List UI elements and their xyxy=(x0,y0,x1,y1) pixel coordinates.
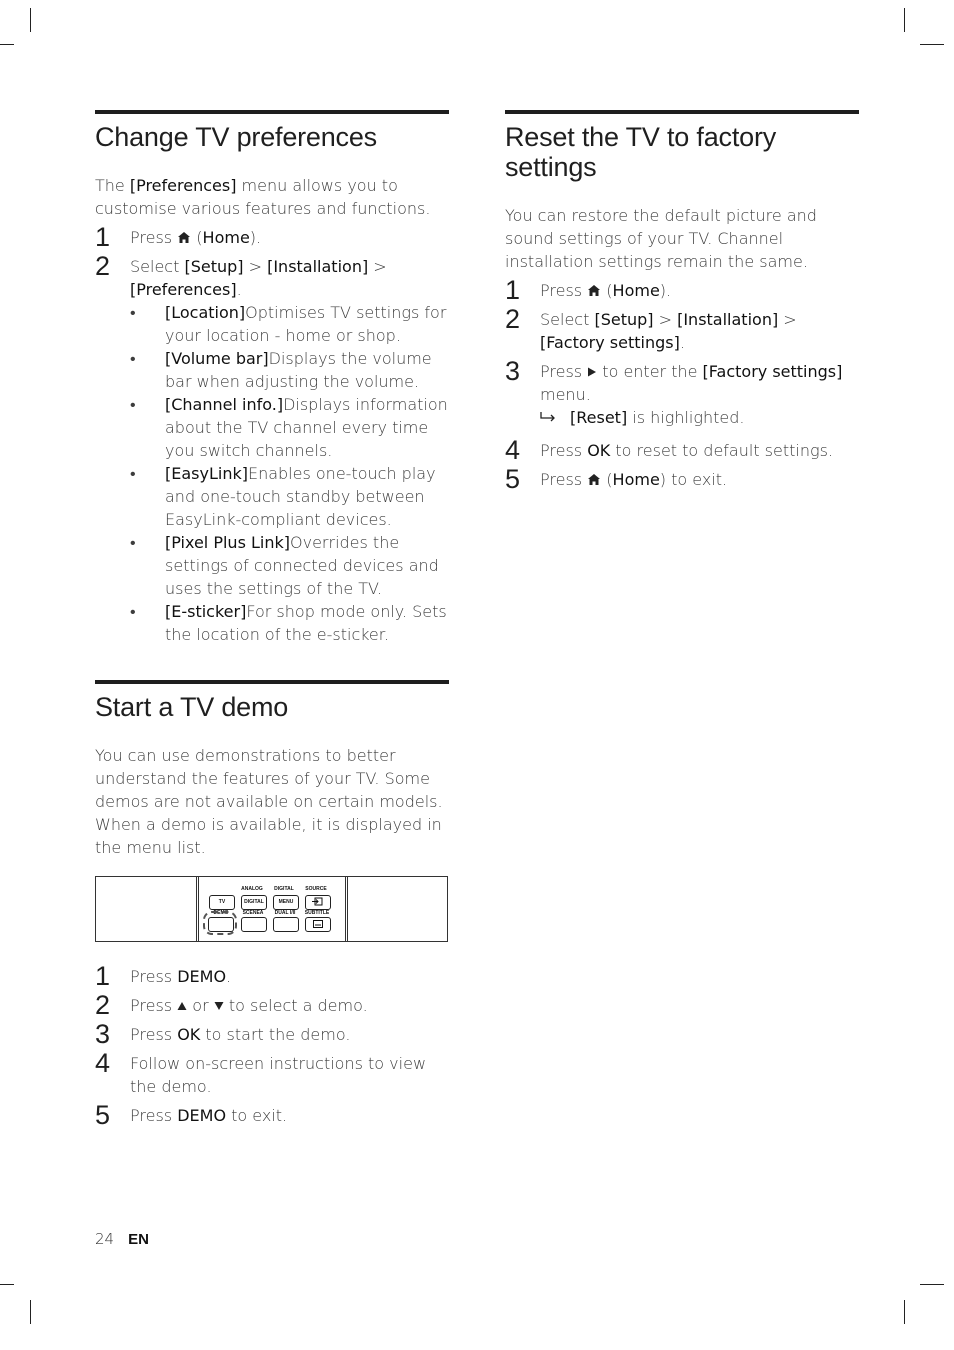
section-rule xyxy=(505,110,859,114)
remote-label: SCENEA xyxy=(242,910,264,916)
list-item: • [EasyLink]Enables one-touch play and one-touch standby between EasyLink-compliant devices. xyxy=(130,464,436,529)
list-item: • [Location]Optimises TV settings for your location - home or shop. xyxy=(130,303,447,345)
step-number: 2 xyxy=(95,251,111,281)
page-footer xyxy=(95,1230,149,1248)
crop-mark xyxy=(920,44,944,45)
menu-button: MENU xyxy=(273,895,299,910)
crop-mark xyxy=(904,8,905,32)
demo-button xyxy=(208,917,234,932)
step-number: 3 xyxy=(95,1019,111,1049)
step-number: 2 xyxy=(505,304,521,334)
reset-step-1: 1 Press (Home). xyxy=(505,275,672,305)
demo-step-2: 2 Press or to select a demo. xyxy=(95,990,368,1020)
demo-step-1: 1 Press DEMO. xyxy=(95,961,232,991)
result-arrow-icon xyxy=(540,406,558,426)
preferences-title: Change TV preferences xyxy=(95,122,377,152)
step-number: 4 xyxy=(505,435,521,465)
up-arrow-icon xyxy=(177,1001,187,1011)
demo-section xyxy=(95,680,449,1130)
list-item: • [E-sticker]For shop mode only. Sets the location of the e-sticker. xyxy=(130,602,447,644)
language-code: EN xyxy=(128,1231,149,1248)
remote-illustration xyxy=(95,876,449,942)
subtitle-button xyxy=(305,917,331,932)
list-item: • [Volume bar]Displays the volume bar when adjusting the volume. xyxy=(130,349,432,391)
remote-label: ANALOG xyxy=(241,886,263,892)
remote-label: DEMO xyxy=(213,910,229,916)
remote-panel xyxy=(196,877,348,941)
crop-mark xyxy=(904,1300,905,1324)
step-number: 1 xyxy=(95,961,111,991)
remote-label: DIGITAL xyxy=(274,886,294,892)
step-number: 5 xyxy=(505,464,521,494)
home-icon xyxy=(587,473,601,486)
down-arrow-icon xyxy=(214,1001,224,1011)
crop-mark xyxy=(30,8,31,32)
preferences-section xyxy=(95,110,449,646)
preferences-intro: The [Preferences] menu allows you to customise various features and functions. xyxy=(95,176,431,218)
step-number: 3 xyxy=(505,356,521,386)
remote-label: SOURCE xyxy=(305,886,327,892)
home-icon xyxy=(177,231,191,244)
section-rule xyxy=(95,110,449,114)
section-rule xyxy=(95,680,449,684)
tv-button: TV xyxy=(209,895,235,910)
demo-intro: You can use demonstrations to better understand the features of your TV. Some demos are not available on certain models. When a demo is available, it is displayed in the menu list. xyxy=(95,746,443,857)
right-arrow-icon xyxy=(587,367,597,377)
step-number: 1 xyxy=(95,222,111,252)
reset-step-2: 2 Select [Setup] > [Installation] > [Factory settings]. xyxy=(505,304,797,352)
reset-intro: You can restore the default picture and sound settings of your TV. Channel installation settings remain the same. xyxy=(505,206,817,271)
step-number: 1 xyxy=(505,275,521,305)
reset-section xyxy=(505,110,859,494)
demo-title: Start a TV demo xyxy=(95,692,289,722)
step-number: 4 xyxy=(95,1048,111,1078)
source-icon xyxy=(312,897,324,906)
source-button xyxy=(305,895,331,910)
list-item: • [Channel info.]Displays information about the TV channel every time you switch channels. xyxy=(130,395,448,460)
reset-step-4: 4 Press OK to reset to default settings. xyxy=(505,435,834,465)
preferences-options-list xyxy=(130,301,449,646)
home-icon xyxy=(587,284,601,297)
result-line: [Reset] is highlighted. xyxy=(540,406,859,429)
dual-button xyxy=(273,917,299,932)
demo-step-3: 3 Press OK to start the demo. xyxy=(95,1019,351,1049)
list-item: • [Pixel Plus Link]Overrides the settings of connected devices and uses the settings of the TV. xyxy=(130,533,439,598)
remote-label: DUAL I/II xyxy=(274,910,296,916)
subtitle-icon xyxy=(313,920,323,928)
step-number: 2 xyxy=(95,990,111,1020)
crop-mark xyxy=(0,44,14,45)
remote-frame xyxy=(95,876,448,942)
step-number: 5 xyxy=(95,1100,111,1130)
crop-mark xyxy=(920,1284,944,1285)
reset-title: Reset the TV to factory settings xyxy=(505,122,777,182)
remote-label: SUBTITLE xyxy=(304,910,330,916)
preferences-step-1: 1 Press (Home). xyxy=(95,222,262,252)
crop-mark xyxy=(30,1300,31,1324)
demo-step-4: 4 Follow on-screen instructions to view the demo. xyxy=(95,1048,427,1096)
crop-mark xyxy=(0,1284,14,1285)
digital-button: DIGITAL xyxy=(241,895,267,910)
reset-step-3: 3 Press to enter the [Factory settings] menu. [Reset] is highlighted. xyxy=(505,360,859,429)
page-number: 24 xyxy=(95,1230,115,1248)
reset-step-5: 5 Press (Home) to exit. xyxy=(505,464,728,494)
demo-step-5: 5 Press DEMO to exit. xyxy=(95,1100,288,1130)
scenea-button xyxy=(241,917,267,932)
preferences-step-2: 2 Select [Setup] > [Installation] > [Preferences]. • [Location]Optimises TV settings for your location - home or shop. • [Volume bar]Displays the volume bar when adjusting the volume. • [Channel info.]Displays information about the TV channel every time you switch channels. • [EasyLink]Enables one-touch play and one-touch standby between EasyLink-compliant devices. • [Pixel Plus Link]Overrides the settings of connected devices and uses the settings of the TV. • [E-sticker]For shop mode only. Sets the location of the e-sticker. xyxy=(95,251,448,644)
